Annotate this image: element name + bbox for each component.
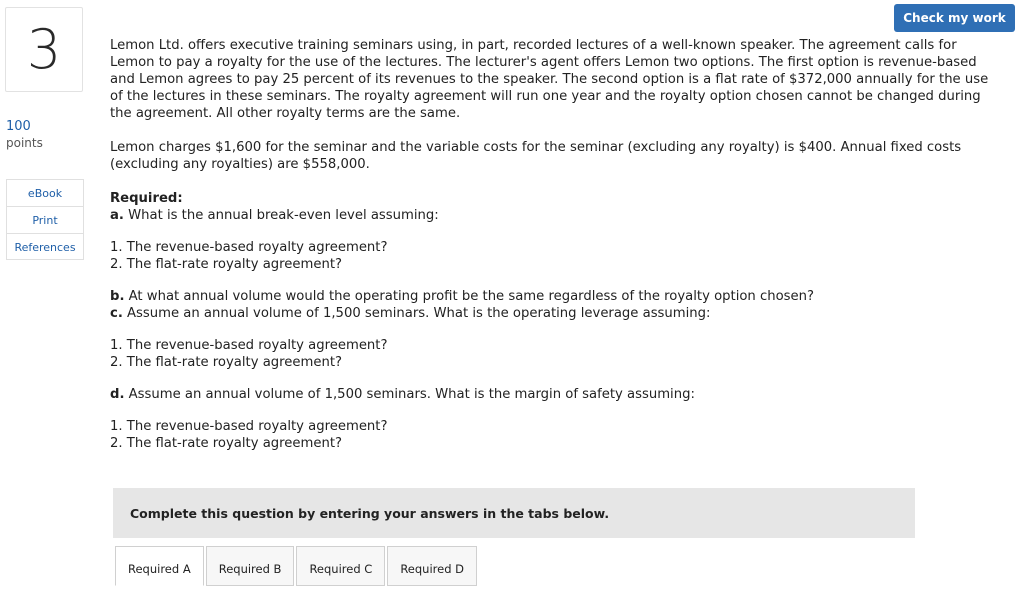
tab-required-b[interactable]: Required B — [206, 546, 295, 586]
tab-required-c[interactable]: Required C — [296, 546, 385, 586]
list-item: 1. The revenue-based royalty agreement? — [110, 419, 388, 434]
question-b-label: b. — [110, 289, 125, 304]
list-item: 1. The revenue-based royalty agreement? — [110, 338, 388, 353]
question-a-list — [110, 239, 387, 273]
tab-required-a[interactable]: Required A — [115, 546, 204, 586]
points-value: 100 — [6, 119, 31, 134]
points-label: points — [6, 136, 43, 150]
check-my-work-button[interactable]: Check my work — [894, 4, 1015, 32]
list-item: 2. The flat-rate royalty agreement? — [110, 257, 343, 272]
question-b — [110, 288, 814, 305]
question-d-label: d. — [110, 387, 125, 402]
question-number: 3 — [5, 7, 83, 92]
required-heading: Required: — [110, 191, 183, 206]
answer-tabs — [115, 546, 479, 586]
list-item: 2. The flat-rate royalty agreement? — [110, 355, 343, 370]
question-c-text: Assume an annual volume of 1,500 seminars. What is the operating leverage assuming: — [122, 306, 711, 321]
question-c — [110, 305, 710, 322]
problem-paragraph-1: Lemon Ltd. offers executive training seminars using, in part, recorded lectures of a well-known speaker. The agreement calls for Lemon to pay a royalty for the use of the lectures. The lecturer's agent offers Lemon two options. The first option is revenue-based and Lemon agrees to pay 25 percent of its revenues to the speaker. The second option is a flat rate of $372,000 annually for the use of the lectures in these seminars. The royalty agreement will run one year and the royalty option chosen cannot be changed during the agreement. All other royalty terms are the same. — [110, 38, 989, 121]
list-item: 1. The revenue-based royalty agreement? — [110, 240, 388, 255]
print-link[interactable]: Print — [6, 206, 84, 233]
question-c-label: c. — [110, 306, 123, 321]
instructions-banner — [113, 488, 915, 538]
question-d-list — [110, 418, 387, 452]
banner-text: Complete this question by entering your answers in the tabs below. — [130, 505, 610, 521]
question-d — [110, 386, 695, 403]
question-b-text: At what annual volume would the operating profit be the same regardless of the royalty option chosen? — [124, 289, 814, 304]
question-a-text: What is the annual break-even level assuming: — [123, 208, 439, 223]
sidebar-links — [6, 179, 84, 260]
list-item: 2. The flat-rate royalty agreement? — [110, 436, 343, 451]
question-a — [110, 207, 439, 224]
ebook-link[interactable]: eBook — [6, 179, 84, 206]
question-a-label: a. — [110, 208, 124, 223]
references-link[interactable]: References — [6, 233, 84, 260]
question-c-list — [110, 337, 387, 371]
tab-required-d[interactable]: Required D — [387, 546, 477, 586]
problem-paragraph-2: Lemon charges $1,600 for the seminar and the variable costs for the seminar (excluding any royalty) is $400. Annual fixed costs (excluding any royalties) are $558,000. — [110, 140, 962, 172]
question-d-text: Assume an annual volume of 1,500 seminars. What is the margin of safety assuming: — [124, 387, 695, 402]
